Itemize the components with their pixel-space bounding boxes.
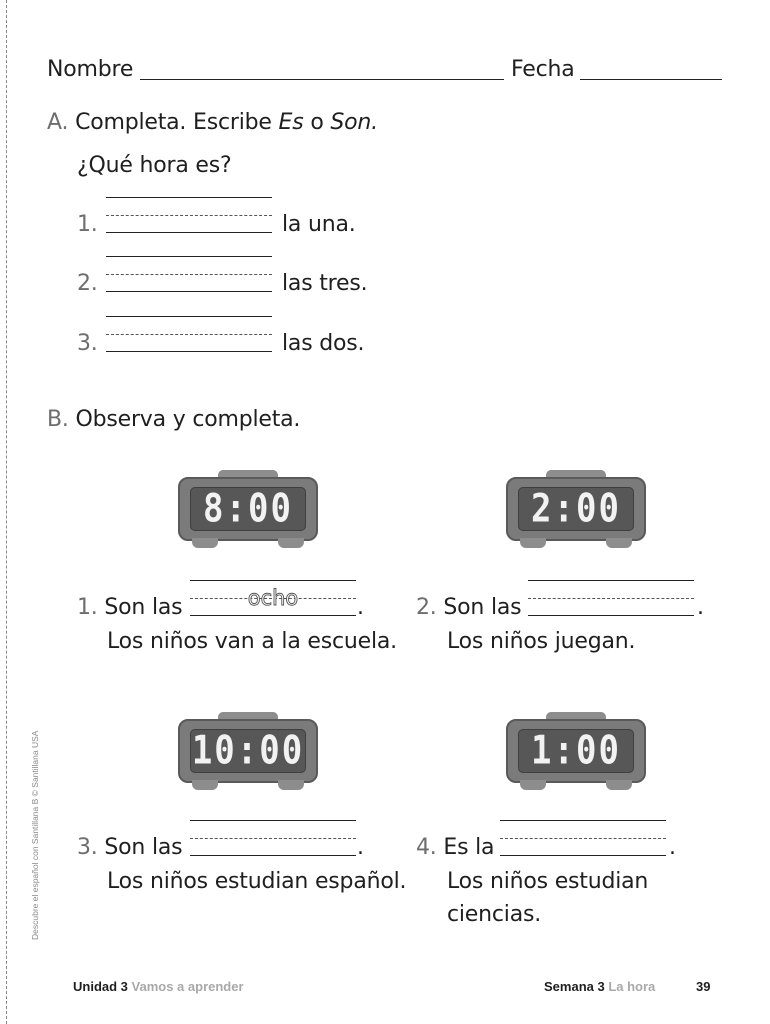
footer-week-title: La hora (608, 979, 656, 994)
b-item-4-number: 4. (416, 835, 437, 860)
a-item-3-text: las dos. (282, 331, 365, 356)
name-field[interactable] (140, 78, 504, 80)
b-item-1-period: . (357, 595, 364, 620)
b-item-2-number: 2. (416, 595, 437, 620)
b-item-1-number: 1. (77, 595, 98, 620)
b-item-4-sentence (416, 834, 494, 862)
cut-line (6, 0, 7, 1024)
clock-4-time: 1:00 (531, 728, 621, 774)
connector-o: o (310, 110, 324, 135)
b-item-2-blank[interactable] (528, 580, 694, 616)
b-item-4-line1: Los niños estudian (447, 869, 649, 894)
option-es: Es (278, 110, 304, 135)
b-item-1-line1: Los niños van a la escuela. (107, 629, 397, 654)
page-number: 39 (696, 979, 711, 994)
b-item-4-blank[interactable] (500, 820, 666, 856)
b-item-2-period: . (697, 595, 704, 620)
section-b-heading (47, 406, 300, 434)
section-a-question: ¿Qué hora es? (77, 153, 232, 178)
b-item-1-sentence (77, 594, 182, 622)
date-label: Fecha (511, 57, 575, 82)
a-item-3-number: 3. (77, 331, 98, 356)
b-item-1-trace-answer: ocho (247, 586, 299, 610)
b-item-2-line1: Los niños juegan. (447, 629, 636, 654)
b-item-3-blank[interactable] (190, 820, 356, 856)
a-item-1-text: la una. (282, 212, 356, 237)
clock-2-time: 2:00 (531, 486, 621, 532)
a-item-2-number: 2. (77, 271, 98, 296)
footer-week-label: Semana 3 (544, 979, 605, 994)
section-b-instruction: Observa y completa. (75, 407, 301, 432)
b-item-3-period: . (357, 835, 364, 860)
alarm-clock-3 (178, 712, 318, 792)
b-item-3-line1: Los niños estudian español. (107, 869, 407, 894)
a-item-1-number: 1. (77, 212, 98, 237)
section-a-heading (47, 109, 378, 137)
section-a-letter: A. (47, 110, 69, 135)
b-item-1-prefix: Son las (104, 595, 183, 620)
a-item-2-blank[interactable] (106, 256, 272, 292)
section-b-letter: B. (47, 407, 69, 432)
b-item-3-number: 3. (77, 835, 98, 860)
b-item-1-blank[interactable] (190, 580, 356, 616)
option-son: Son. (330, 110, 378, 135)
footer-unit (73, 979, 244, 994)
b-item-3-sentence (77, 834, 182, 862)
b-item-2-sentence (416, 594, 521, 622)
footer-unit-label: Unidad 3 (73, 979, 128, 994)
footer-unit-title: Vamos a aprender (131, 979, 244, 994)
footer-week (544, 979, 655, 994)
b-item-4-line2: ciencias. (447, 902, 542, 927)
b-item-4-prefix: Es la (443, 835, 495, 860)
a-item-3-blank[interactable] (106, 316, 272, 352)
b-item-3-prefix: Son las (104, 835, 183, 860)
b-item-2-prefix: Son las (443, 595, 522, 620)
a-item-2-text: las tres. (282, 271, 368, 296)
b-item-4-period: . (669, 835, 676, 860)
section-a-instruction: Completa. Escribe (75, 110, 272, 135)
alarm-clock-1 (178, 470, 318, 550)
a-item-1-blank[interactable] (106, 197, 272, 233)
alarm-clock-2 (506, 470, 646, 550)
name-label: Nombre (47, 57, 134, 82)
copyright-note: Descubre el español con Santillana B © Santillana USA (30, 730, 40, 940)
clock-3-time: 10:00 (191, 728, 305, 774)
date-field[interactable] (580, 78, 722, 80)
clock-1-time: 8:00 (203, 486, 293, 532)
alarm-clock-4 (506, 712, 646, 792)
